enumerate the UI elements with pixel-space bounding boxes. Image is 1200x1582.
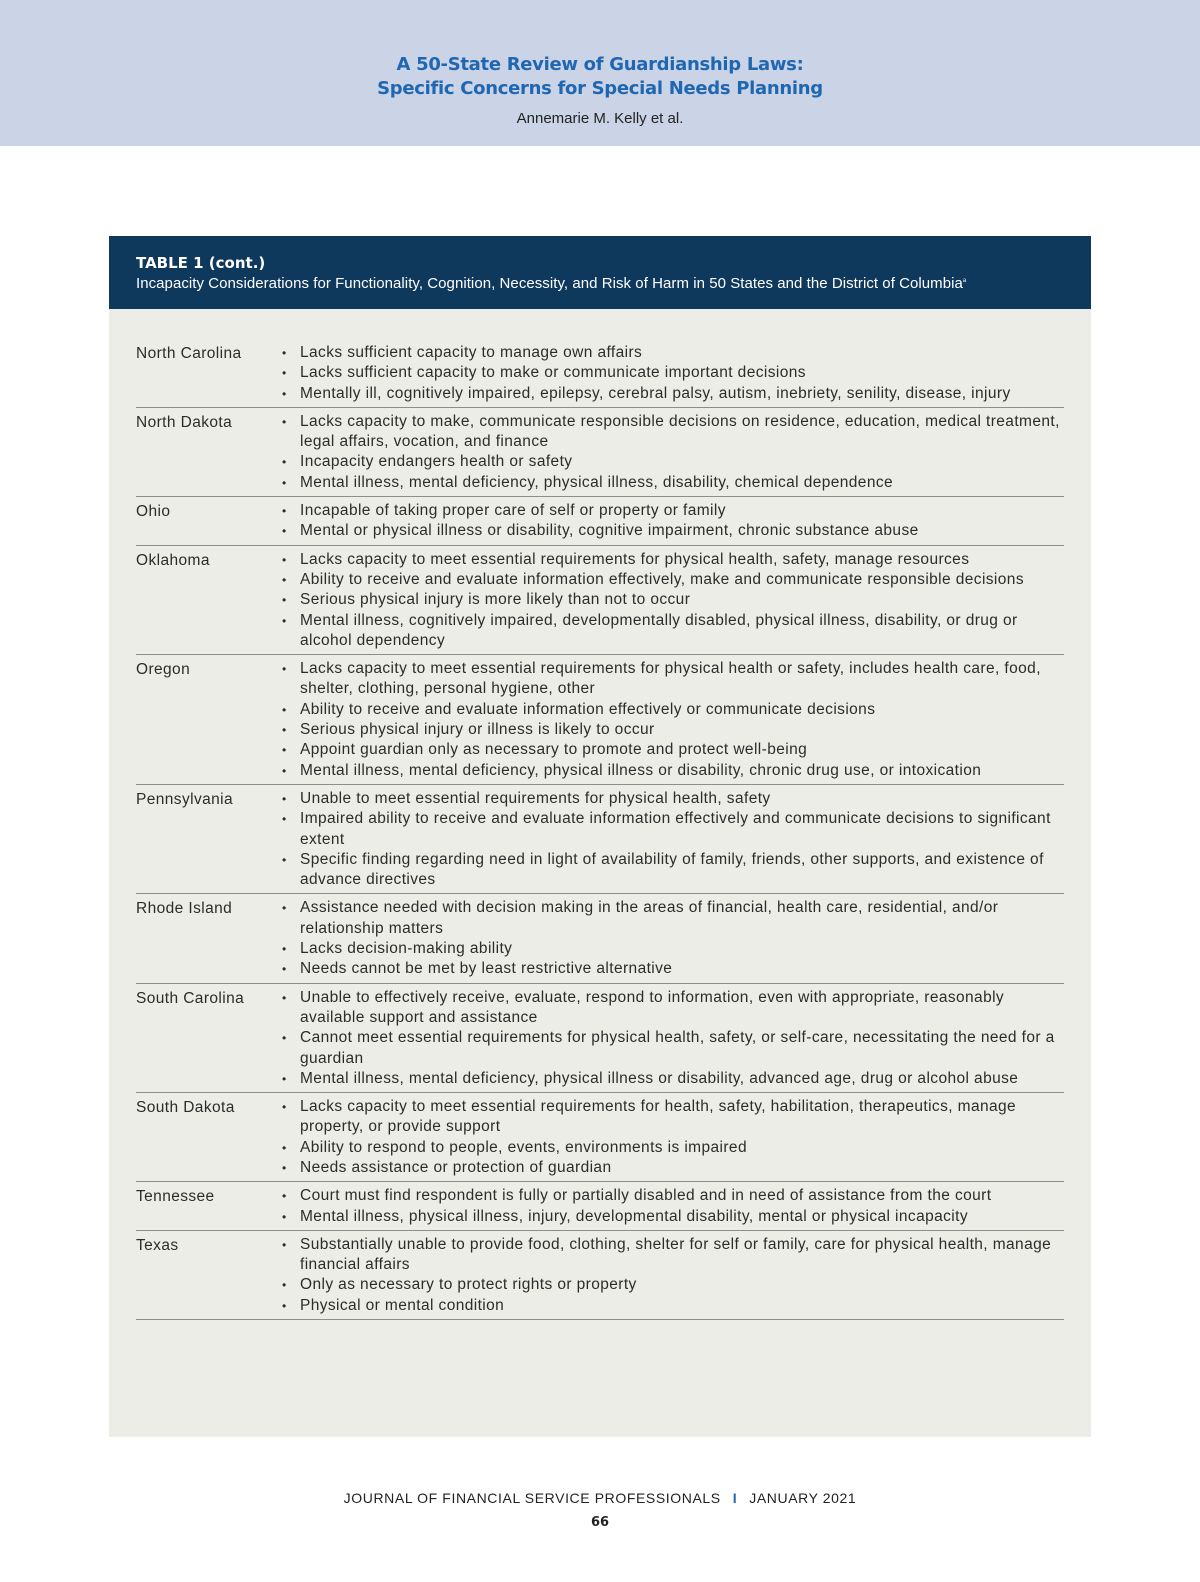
criteria-item: • Mentally ill, cognitively impaired, epilepsy, cerebral palsy, autism, inebriety, senility, disease, injury <box>279 384 1064 404</box>
article-title-line1: A 50-State Review of Guardianship Laws: <box>396 54 804 75</box>
table-row <box>136 655 1064 785</box>
criteria-item: • Only as necessary to protect rights or property <box>279 1275 1064 1295</box>
table-caption-text: Incapacity Considerations for Functionality, Cognition, Necessity, and Risk of Harm in 50 States and the District of Columbia <box>136 275 963 292</box>
criteria-item: • Lacks sufficient capacity to manage own affairs <box>279 343 1064 363</box>
criteria-list <box>279 1186 1064 1227</box>
issue-date: JANUARY 2021 <box>749 1490 857 1506</box>
table-row <box>136 408 1064 497</box>
criteria-list <box>279 659 1064 781</box>
table-row <box>136 1182 1064 1231</box>
state-name: Oklahoma <box>136 551 210 569</box>
criteria-item: • Lacks capacity to meet essential requirements for physical health or safety, includes health care, food, shelter, clothing, personal hygiene, other <box>279 659 1064 700</box>
criteria-list <box>279 988 1064 1089</box>
criteria-item: • Ability to receive and evaluate information effectively or communicate decisions <box>279 700 1064 720</box>
criteria-list <box>279 1097 1064 1178</box>
criteria-item: • Mental or physical illness or disability, cognitive impairment, chronic substance abuse <box>279 521 1064 541</box>
criteria-item: • Lacks decision-making ability <box>279 939 1064 959</box>
criteria-item: • Lacks capacity to meet essential requirements for health, safety, habilitation, therapeutics, manage property, or provide support <box>279 1097 1064 1138</box>
criteria-item: • Incapable of taking proper care of self or property or family <box>279 501 1064 521</box>
state-name: Pennsylvania <box>136 790 233 808</box>
criteria-item: • Needs assistance or protection of guardian <box>279 1158 1064 1178</box>
criteria-item: • Appoint guardian only as necessary to promote and protect well-being <box>279 740 1064 760</box>
page-number: 66 <box>590 1515 610 1530</box>
state-name: South Carolina <box>136 989 245 1007</box>
footer-separator: I <box>732 1490 738 1506</box>
table-caption <box>136 275 1091 292</box>
table-row <box>136 1093 1064 1182</box>
table-row <box>136 497 1064 546</box>
criteria-item: • Mental illness, physical illness, injury, developmental disability, mental or physical incapacity <box>279 1207 1064 1227</box>
criteria-item: • Court must find respondent is fully or partially disabled and in need of assistance from the court <box>279 1186 1064 1206</box>
criteria-list <box>279 898 1064 979</box>
table-row <box>136 984 1064 1093</box>
table-row <box>136 785 1064 894</box>
criteria-item: • Serious physical injury or illness is likely to occur <box>279 720 1064 740</box>
table-row <box>136 1231 1064 1320</box>
criteria-list <box>279 501 1064 542</box>
criteria-item: • Substantially unable to provide food, clothing, shelter for self or family, care for physical health, manage financial affairs <box>279 1235 1064 1276</box>
header-banner <box>0 0 1200 146</box>
criteria-list <box>279 550 1064 651</box>
criteria-item: • Needs cannot be met by least restrictive alternative <box>279 959 1064 979</box>
state-name: Tennessee <box>136 1188 215 1206</box>
criteria-item: • Lacks capacity to make, communicate responsible decisions on residence, education, medical treatment, legal affairs, vocation, and finance <box>279 412 1064 453</box>
table-header <box>109 236 1091 309</box>
state-name: North Dakota <box>136 413 233 431</box>
criteria-item: • Mental illness, cognitively impaired, developmentally disabled, physical illness, disability, or drug or alcohol dependency <box>279 611 1064 652</box>
criteria-item: • Assistance needed with decision making in the areas of financial, health care, residential, and/or relationship matters <box>279 898 1064 939</box>
criteria-list <box>279 1235 1064 1316</box>
table-body <box>109 309 1091 1437</box>
criteria-item: • Ability to receive and evaluate information effectively, make and communicate responsible decisions <box>279 570 1064 590</box>
state-name: Ohio <box>136 503 171 521</box>
criteria-item: • Incapacity endangers health or safety <box>279 452 1064 472</box>
criteria-item: • Ability to respond to people, events, environments is impaired <box>279 1138 1064 1158</box>
criteria-item: • Unable to effectively receive, evaluate, respond to information, even with appropriate, reasonably available support and assistance <box>279 988 1064 1029</box>
article-title-line2: Specific Concerns for Special Needs Planning <box>377 78 823 99</box>
caption-footnote-marker: a <box>962 278 967 284</box>
state-name: North Carolina <box>136 345 242 362</box>
criteria-item: • Lacks capacity to meet essential requirements for physical health, safety, manage resources <box>279 550 1064 570</box>
journal-name: JOURNAL OF FINANCIAL SERVICE PROFESSIONALS <box>343 1490 721 1506</box>
state-name: Oregon <box>136 661 191 679</box>
criteria-list <box>279 412 1064 493</box>
table-label: TABLE 1 (cont.) <box>136 254 266 272</box>
table-row <box>136 894 1064 983</box>
criteria-item: • Mental illness, mental deficiency, physical illness, disability, chemical dependence <box>279 473 1064 493</box>
criteria-item: • Impaired ability to receive and evaluate information effectively and communicate decisions to significant extent <box>279 809 1064 850</box>
state-name: South Dakota <box>136 1099 235 1117</box>
criteria-item: • Mental illness, mental deficiency, physical illness or disability, chronic drug use, or intoxication <box>279 761 1064 781</box>
table-row <box>136 339 1064 408</box>
criteria-item: • Lacks sufficient capacity to make or communicate important decisions <box>279 363 1064 383</box>
criteria-list <box>279 789 1064 890</box>
criteria-item: • Serious physical injury is more likely than not to occur <box>279 590 1064 610</box>
page-footer <box>0 1490 1200 1506</box>
criteria-item: • Physical or mental condition <box>279 1296 1064 1316</box>
article-author: Annemarie M. Kelly et al. <box>516 110 684 127</box>
table-row <box>136 546 1064 655</box>
criteria-item: • Unable to meet essential requirements for physical health, safety <box>279 789 1064 809</box>
state-name: Texas <box>136 1236 179 1254</box>
criteria-item: • Specific finding regarding need in light of availability of family, friends, other supports, and existence of advance directives <box>279 850 1064 891</box>
criteria-item: • Mental illness, mental deficiency, physical illness or disability, advanced age, drug or alcohol abuse <box>279 1069 1064 1089</box>
state-name: Rhode Island <box>136 900 233 918</box>
criteria-item: • Cannot meet essential requirements for physical health, safety, or self-care, necessitating the need for a guardian <box>279 1028 1064 1069</box>
criteria-list <box>279 343 1064 404</box>
